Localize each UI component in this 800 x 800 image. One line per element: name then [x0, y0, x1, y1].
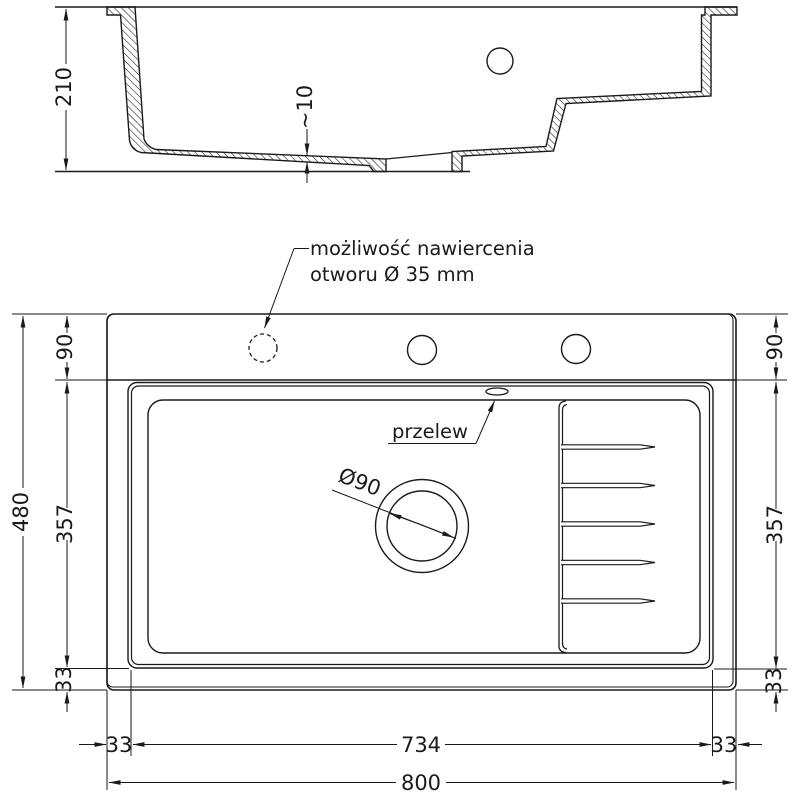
bowl-depth-left-label: 357	[53, 503, 77, 545]
overflow-slot	[486, 388, 508, 395]
overflow-label: przelew	[392, 420, 468, 443]
drain-outer-circle	[376, 480, 469, 573]
drill-note-line2: otworu Ø 35 mm	[310, 263, 475, 286]
faucet-hole-right	[562, 335, 591, 364]
section-left-wall	[107, 7, 386, 172]
drainer-ribs	[561, 445, 655, 603]
sink-outline-inner	[107, 314, 733, 687]
deck-right-label: 90	[763, 333, 787, 361]
section-right-wall	[452, 7, 737, 172]
drain-inner-circle	[387, 491, 457, 561]
plan-view	[12, 249, 788, 791]
deck-left-label: 90	[53, 333, 77, 361]
drill-note-line1: możliwość nawiercenia	[310, 237, 535, 260]
margin-bottom-right-label: 33	[710, 733, 738, 757]
drain-diameter-dimension	[332, 490, 456, 539]
floor-thickness-label: ~10	[293, 84, 317, 130]
margin-left-col-label: 33	[52, 666, 76, 693]
margin-right-col-label: 33	[762, 667, 786, 695]
bowl-width-label: 734	[400, 733, 442, 757]
drainer-rib	[561, 560, 655, 564]
section-view	[55, 7, 737, 183]
bowl-depth-right-label: 357	[763, 504, 787, 546]
drain-recess-line	[386, 153, 452, 160]
margin-bottom-left-label: 33	[105, 733, 133, 757]
section-height-label: 210	[52, 66, 76, 108]
drainer-rib	[561, 522, 655, 526]
faucet-hole-center	[408, 336, 437, 365]
sink-outline-outer	[107, 314, 736, 690]
note-leader	[265, 249, 310, 329]
total-width-label: 800	[400, 771, 442, 795]
section-overflow-hole	[487, 48, 513, 74]
total-depth-label: 480	[9, 491, 33, 533]
drain-diameter-label: Ø90	[335, 463, 385, 501]
drainer-rib	[561, 483, 655, 487]
faucet-hole-optional-dashed	[249, 334, 277, 362]
drainer-rib	[561, 445, 655, 449]
drainer-rib	[561, 599, 655, 603]
